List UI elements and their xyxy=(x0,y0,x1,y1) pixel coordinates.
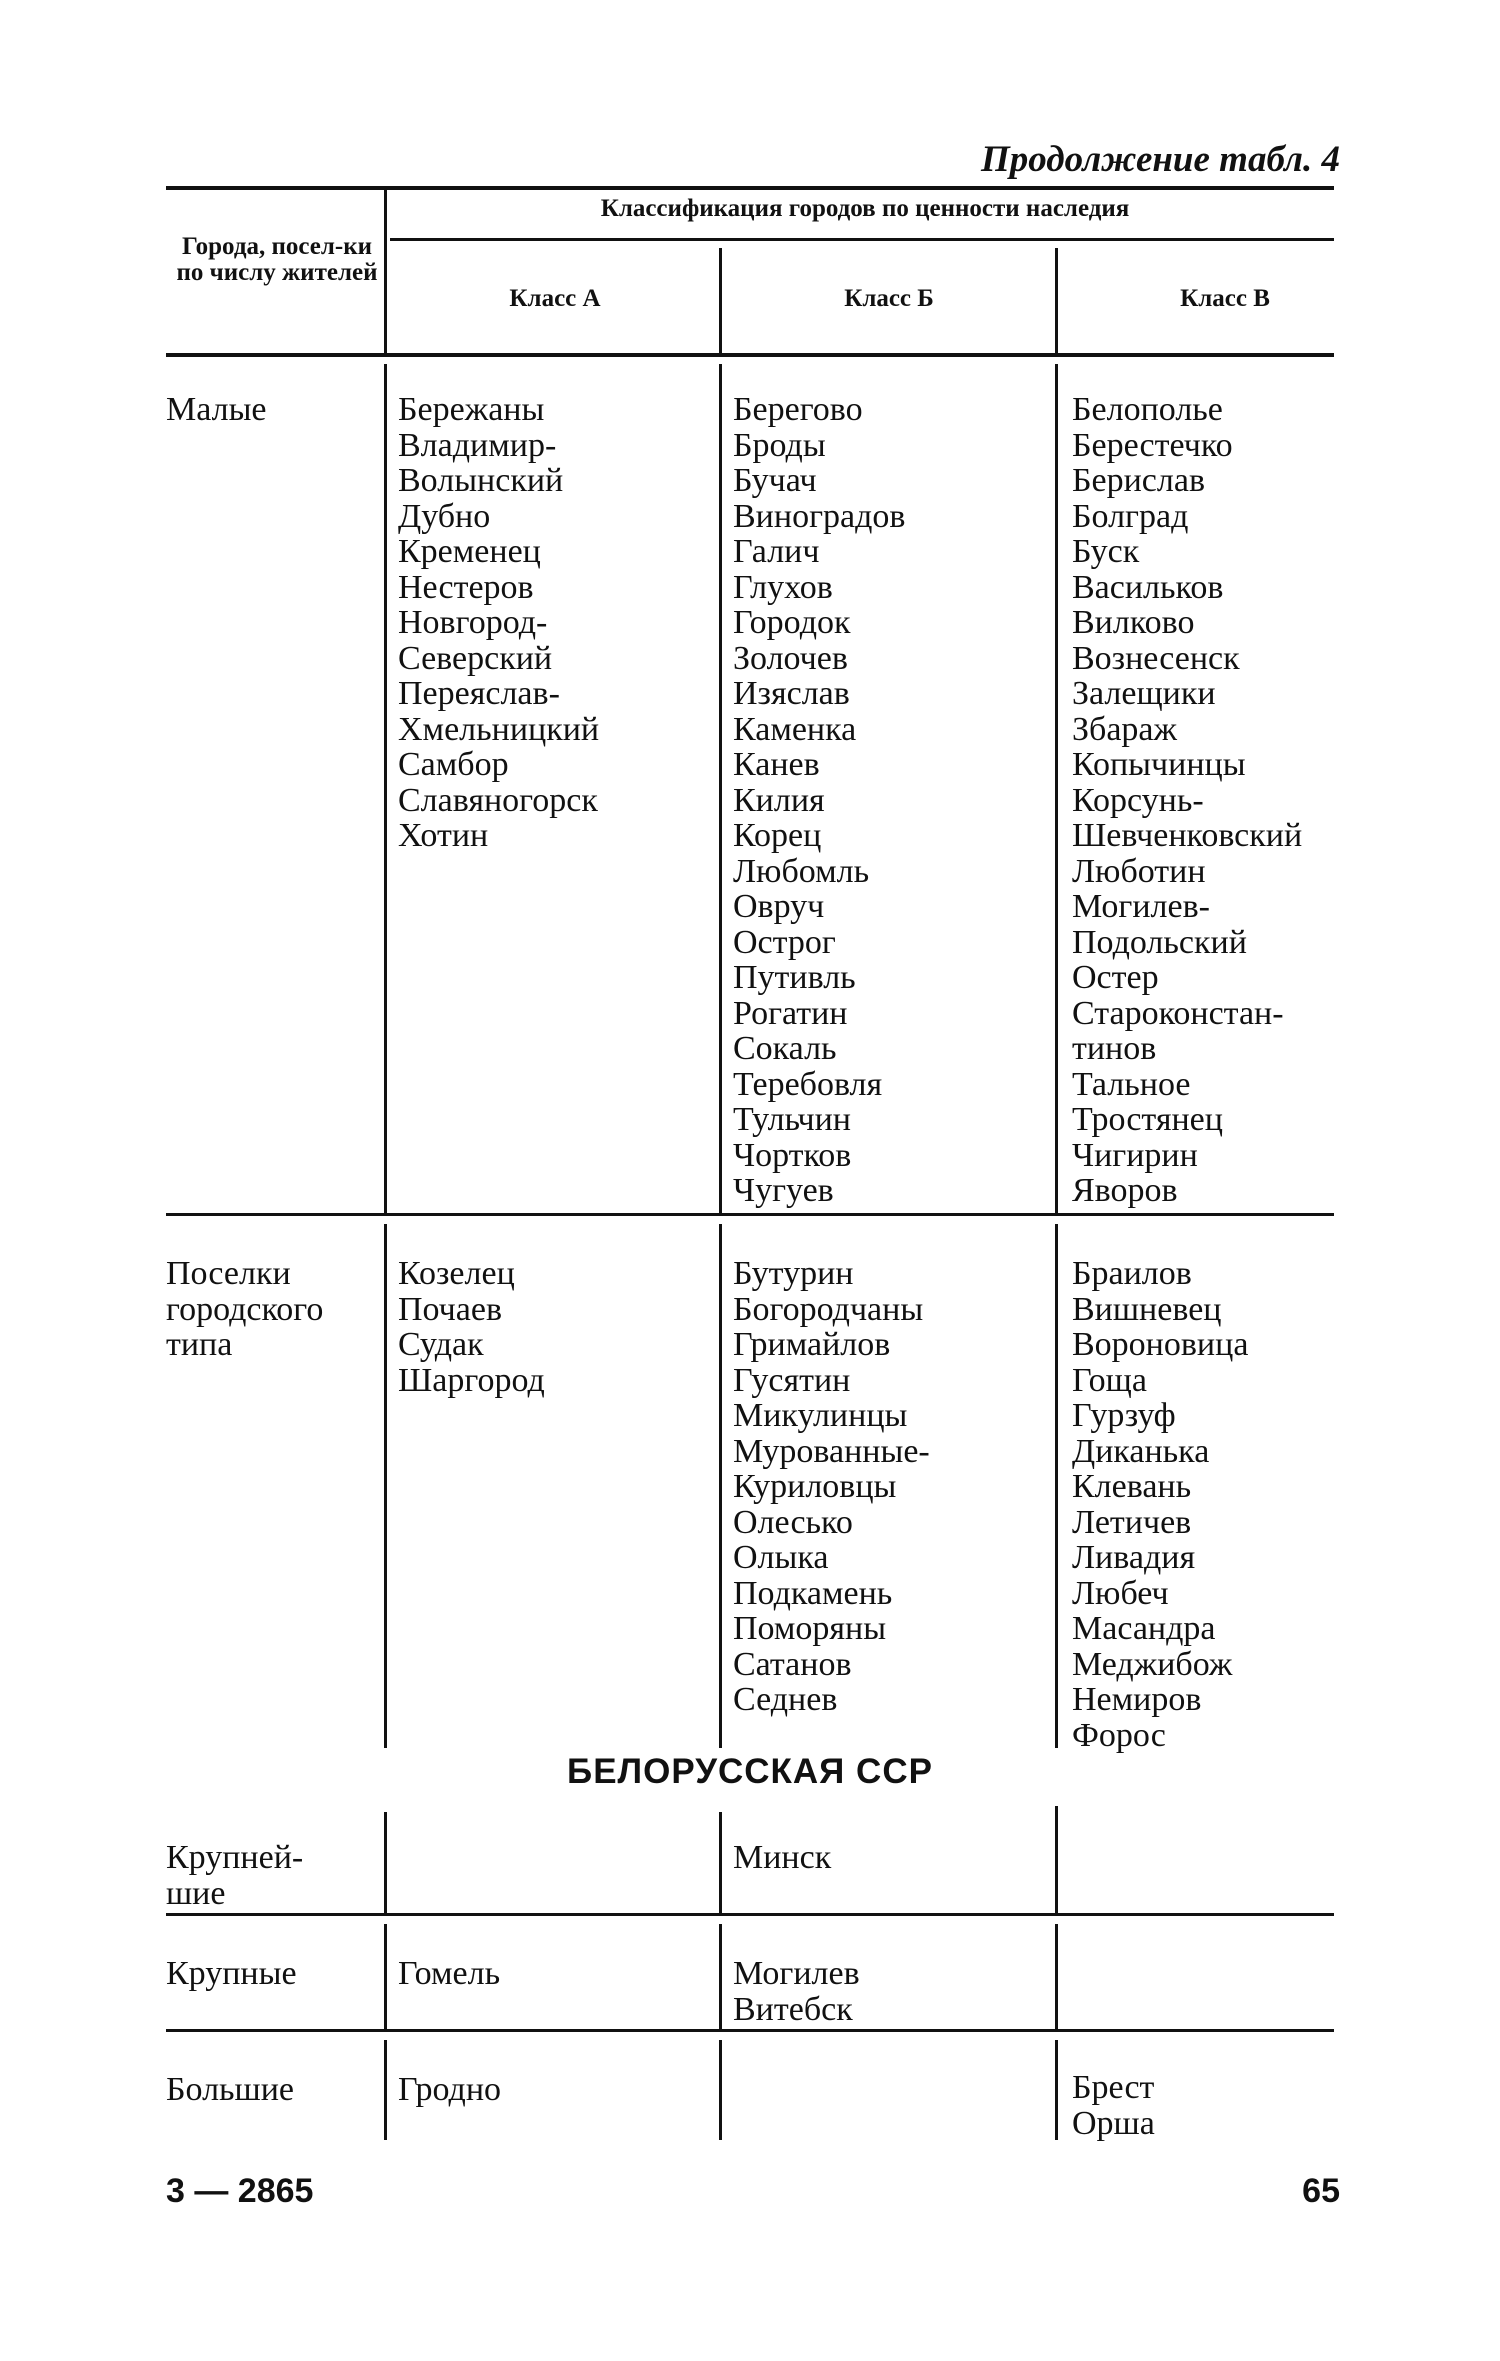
vrule-largest-b xyxy=(719,1812,722,1913)
printer-signature: 3 — 2865 xyxy=(166,2172,314,2210)
settlements-class-c-list: Браилов Вишневец Вороновица Гоща Гурзуф Диканька Клевань Летичев Ливадия Любеч Масандра Меджибож Немиров Форос xyxy=(1072,1255,1249,1754)
big-class-a: Гродно xyxy=(398,2071,502,2108)
group-header-label: Классификация городов по ценности наследия xyxy=(600,195,1130,222)
largest-bottom-rule xyxy=(166,1913,1334,1916)
continuation-title: Продолжение табл. 4 xyxy=(981,139,1340,180)
vrule-settle-b xyxy=(719,1224,722,1748)
large-class-a: Гомель xyxy=(398,1955,501,1992)
row-label-small: Малые xyxy=(166,391,267,428)
vrule-small-a xyxy=(384,364,387,1213)
row-label-large: Крупные xyxy=(166,1955,297,1992)
large-bottom-rule xyxy=(166,2029,1334,2032)
row-header-label: Города, посел-ки по числу жителей xyxy=(176,233,378,286)
largest-class-b: Минск xyxy=(733,1839,832,1876)
vrule-large-b xyxy=(719,1924,722,2029)
small-bottom-rule xyxy=(166,1213,1334,1216)
settlements-class-b-list: Бутурин Богородчаны Гримайлов Гусятин Микулинцы Мурованные- Куриловцы Олесько Олыка Подкамень Поморяны Сатанов Седнев xyxy=(733,1255,930,1718)
vrule-big-b xyxy=(719,2040,722,2140)
small-class-a-list: Бережаны Владимир- Волынский Дубно Кременец Нестеров Новгород- Северский Переяслав- Хмельницкий Самбор Славяногорск Хотин xyxy=(398,391,600,854)
row-label-settlements: Поселки городского типа xyxy=(166,1255,324,1363)
row-label-big: Большие xyxy=(166,2071,295,2108)
class-b-header: Класс Б xyxy=(844,285,934,312)
vrule-large-a xyxy=(384,1924,387,2029)
section-title: БЕЛОРУССКАЯ ССР xyxy=(567,1752,933,1791)
class-c-header: Класс В xyxy=(1180,285,1270,312)
settlements-class-a-list: Козелец Почаев Судак Шаргород xyxy=(398,1255,545,1399)
table-top-rule xyxy=(166,186,1334,190)
vrule-large-c xyxy=(1055,1924,1058,2029)
small-class-b-list: Берегово Броды Бучач Виноградов Галич Глухов Городок Золочев Изяслав Каменка Канев Килия Корец Любомль Овруч Острог Путивль Рогатин Сокаль Теребовля Тульчин Чортков Чугуев xyxy=(733,391,906,1209)
class-a-header: Класс А xyxy=(509,285,601,312)
small-class-c-list: Белополье Берестечко Берислав Болград Буск Васильков Вилково Вознесенск Залещики Збараж Копычинцы Корсунь- Шевченковский Люботин Могилев- Подольский Остер Староконстан- тинов Тальное Тростянец Чигирин Яворов xyxy=(1072,391,1303,1209)
page-number: 65 xyxy=(1302,2172,1340,2210)
big-class-c: Брест Орша xyxy=(1072,2069,1155,2142)
vrule-big-c xyxy=(1055,2040,1058,2140)
vrule-settle-c xyxy=(1055,1224,1058,1748)
vrule-header-c xyxy=(1055,248,1058,353)
vrule-largest-c xyxy=(1055,1806,1058,1913)
group-header-rule xyxy=(390,238,1334,241)
vrule-small-c xyxy=(1055,364,1058,1213)
header-bottom-rule xyxy=(166,353,1334,357)
vrule-settle-a xyxy=(384,1224,387,1748)
vrule-largest-a xyxy=(384,1812,387,1913)
large-class-b: Могилев Витебск xyxy=(733,1955,860,2028)
row-label-largest: Крупней- шие xyxy=(166,1839,304,1912)
vrule-small-b xyxy=(719,364,722,1213)
vrule-big-a xyxy=(384,2040,387,2140)
